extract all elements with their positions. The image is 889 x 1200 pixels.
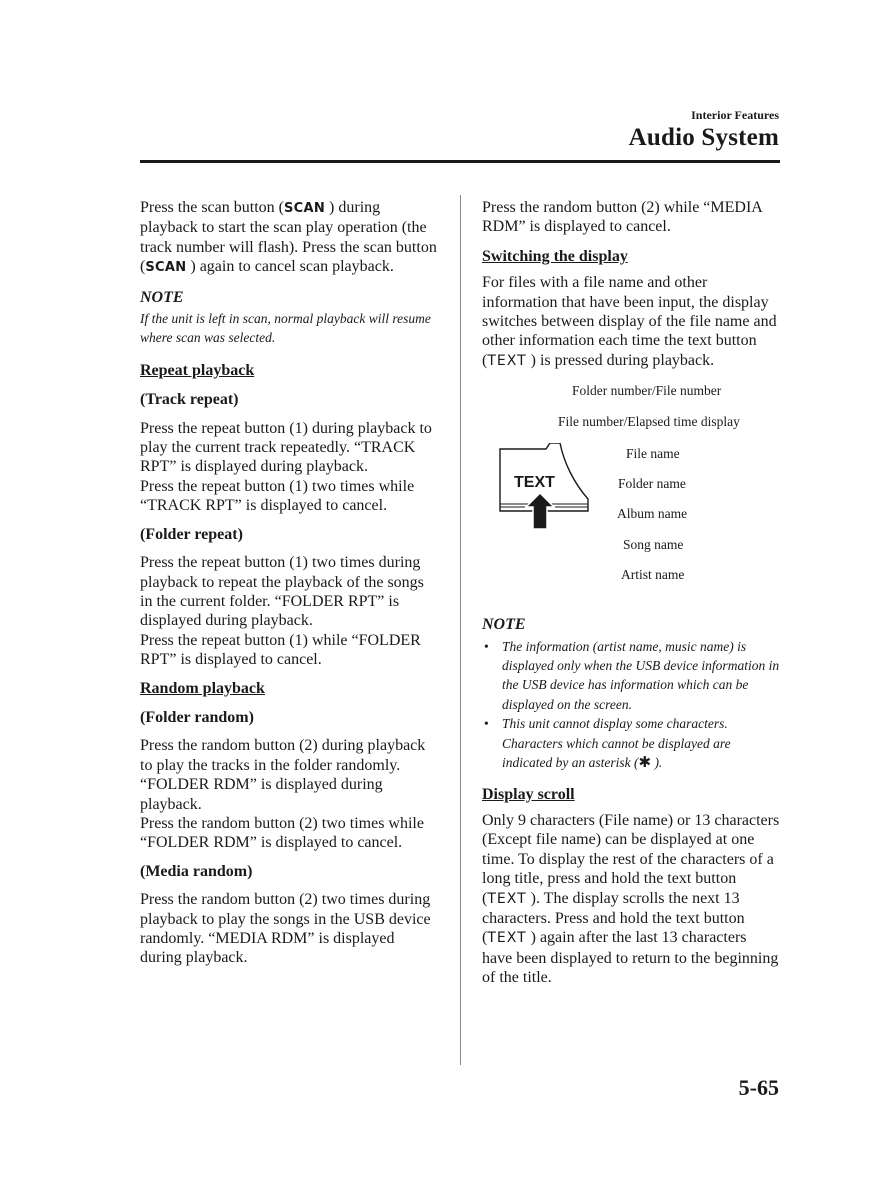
- note-heading: NOTE: [482, 616, 526, 634]
- section-heading-repeat: Repeat playback: [140, 361, 255, 379]
- diagram-label: Song name: [623, 537, 684, 553]
- media-random-text: Press the random button (2) two times during playback to play the songs in the USB device randomly. “MEDIA RDM” is displayed during playback.: [140, 891, 431, 967]
- note-list: [482, 637, 780, 773]
- switching-display-text: For files with a file name and other information that have been input, the display switches between display of the file name and other information each time the text button (TEXT ) is pressed during playback.: [482, 274, 777, 369]
- section-heading-display-scroll: Display scroll: [482, 785, 575, 803]
- section-heading-random: Random playback: [140, 679, 265, 697]
- text-key: TEXT: [487, 352, 527, 369]
- media-random-cancel-text: Press the random button (2) while “MEDIA RDM” is displayed to cancel.: [482, 199, 762, 236]
- display-scroll-text: Only 9 characters (File name) or 13 characters (Except file name) can be displayed at one time. To display the rest of the characters of a long title, press and hold the text button (TEXT ). The display scrolls the next 13 characters. Press and hold the text button (TEXT ) again after the last 13 characters have been displayed to return to the beginning of the title.: [482, 811, 780, 987]
- text-key: TEXT: [487, 930, 527, 947]
- diagram-label: Folder number/File number: [572, 383, 722, 399]
- section-heading-switching-display: Switching the display: [482, 247, 628, 265]
- diagram-label: Artist name: [621, 567, 685, 583]
- text-button-illustration: [498, 443, 602, 535]
- asterisk-icon: ✱: [638, 753, 652, 772]
- subheading-media-random: (Media random): [140, 862, 253, 880]
- track-repeat-text: Press the repeat button (1) during playback to play the current track repeatedly. “TRACK RPT” is displayed during playback. Press the repeat button (1) two times while “TRACK RPT” is displayed to cancel.: [140, 419, 432, 515]
- text-key: TEXT: [487, 890, 527, 907]
- note-heading: NOTE: [140, 288, 184, 306]
- page-title: Audio System: [628, 124, 779, 151]
- text-button-label: TEXT: [514, 474, 555, 492]
- header-section-label: Interior Features: [691, 108, 779, 122]
- diagram-label: File name: [626, 446, 680, 462]
- left-column: [140, 198, 438, 978]
- subheading-folder-random: (Folder random): [140, 708, 254, 726]
- header-rule: [140, 160, 780, 163]
- scan-paragraph: Press the scan button (SCAN ) during playback to start the scan play operation (the track number will flash). Press the scan button (SCAN ) again to cancel scan playback.: [140, 199, 437, 276]
- subheading-track-repeat: (Track repeat): [140, 391, 239, 409]
- folder-repeat-text: Press the repeat button (1) two times during playback to repeat the playback of the songs in the current folder. “FOLDER RPT” is displayed during playback. Press the repeat button (1) while “FOLDER RPT” is displayed to cancel.: [140, 554, 424, 669]
- scan-key: SCAN: [145, 260, 187, 276]
- note-text: If the unit is left in scan, normal playback will resume where scan was selected.: [140, 311, 431, 346]
- display-cycle-diagram: [482, 381, 780, 601]
- page-number: 5-65: [738, 1075, 779, 1100]
- diagram-label: File number/Elapsed time display: [558, 414, 740, 430]
- diagram-label: Folder name: [618, 476, 686, 492]
- note-item: • The information (artist name, music name) is displayed only when the USB device information in the USB device has information which can be displayed on the screen.: [482, 637, 780, 715]
- scan-key: SCAN: [283, 201, 326, 216]
- note-item: • This unit cannot display some characters. Characters which cannot be displayed are indicated by an asterisk (✱ ).: [482, 714, 780, 772]
- subheading-folder-repeat: (Folder repeat): [140, 525, 243, 543]
- right-column: [482, 198, 780, 998]
- folder-random-text: Press the random button (2) during playback to play the tracks in the folder randomly. “FOLDER RDM” is displayed during playback. Press the random button (2) two times while “FOLDER RDM” is displayed to cancel.: [140, 737, 426, 852]
- diagram-label: Album name: [617, 506, 688, 522]
- column-divider: [460, 195, 461, 1065]
